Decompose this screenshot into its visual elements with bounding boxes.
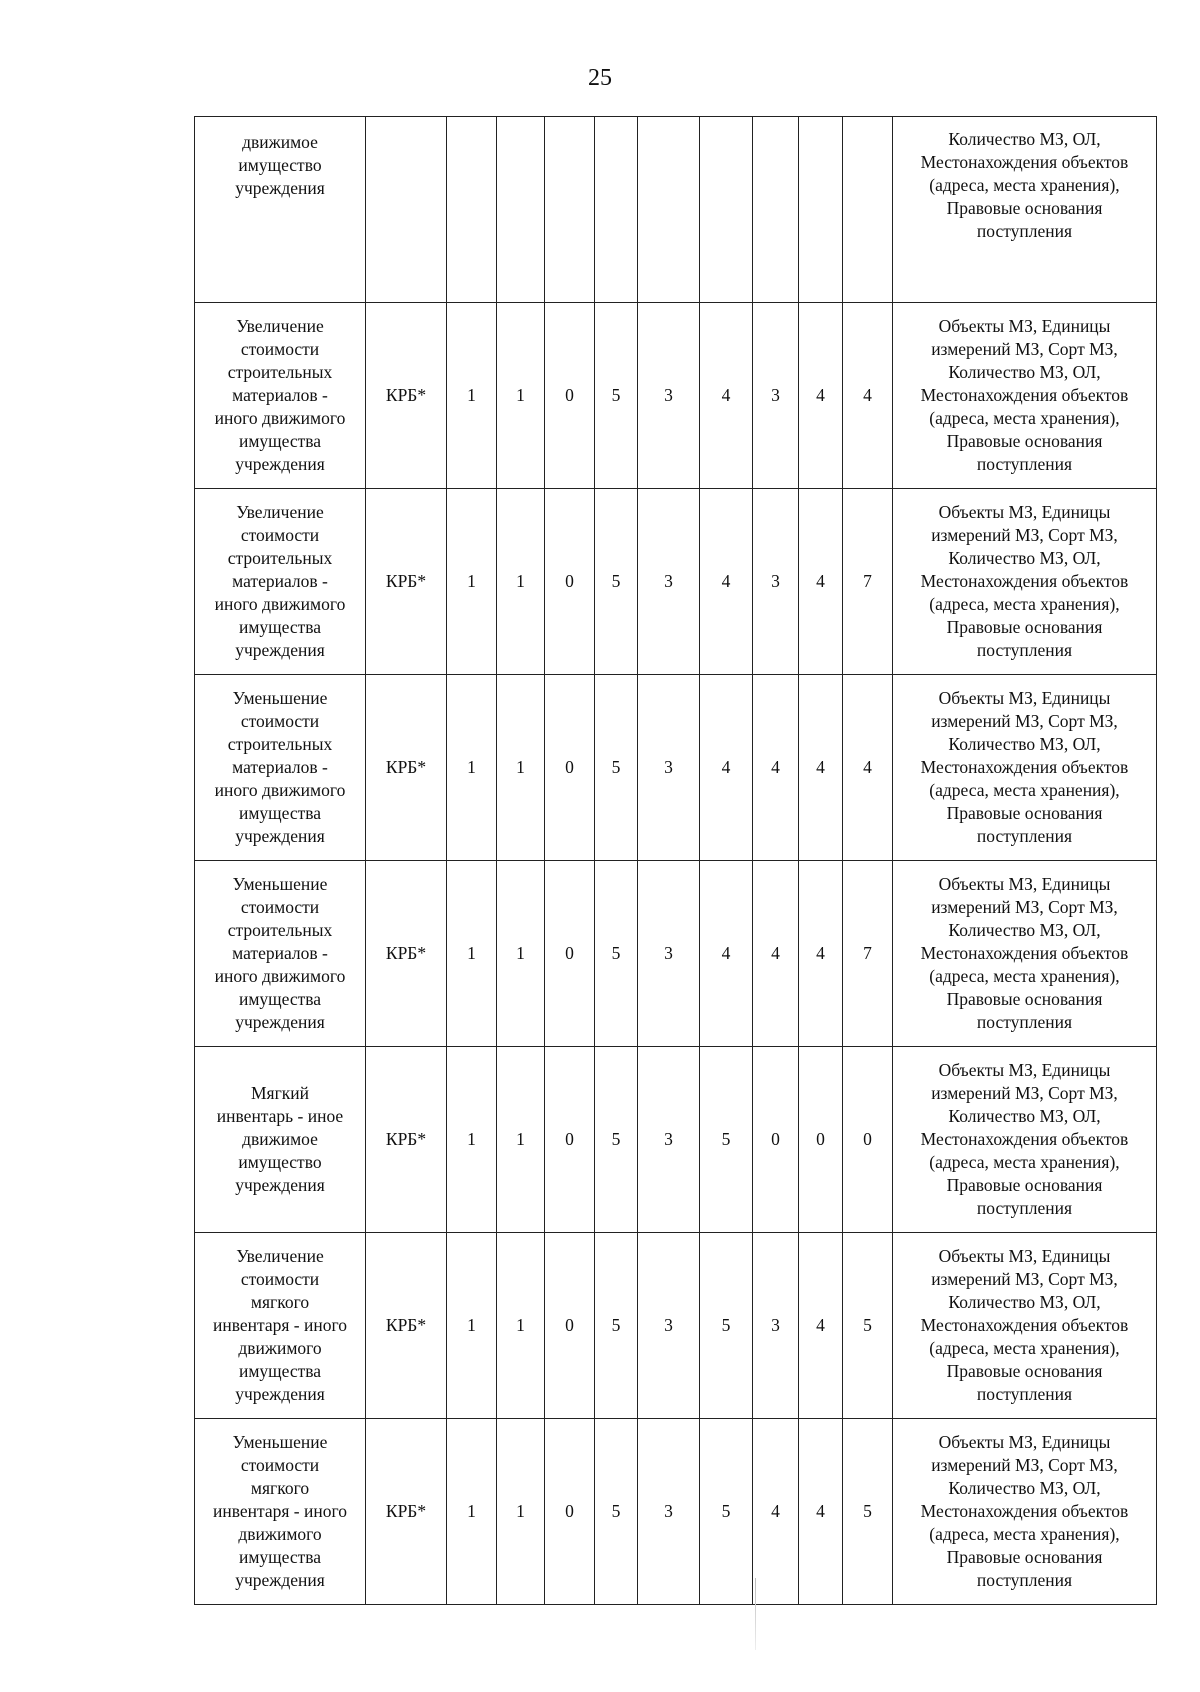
attribute-line: Объекты МЗ, Единицы — [938, 1246, 1111, 1266]
attribute-line: Количество МЗ, ОЛ, — [948, 1478, 1101, 1498]
digit-cell: 5 — [700, 1419, 753, 1605]
digit-cell: 3 — [638, 1419, 700, 1605]
item-name-cell — [195, 861, 366, 1047]
digit-cell: 3 — [638, 675, 700, 861]
digit-cell: 0 — [545, 675, 595, 861]
table-row — [195, 1047, 1157, 1233]
digit-cell: 5 — [843, 1419, 893, 1605]
digit-cell: 1 — [497, 303, 545, 489]
attribute-line: (адреса, места хранения), — [929, 780, 1120, 800]
digit-cell: 3 — [753, 489, 799, 675]
item-name: Уменьшение стоимости мягкого инвентаря - иного движимого имущества учреждения — [212, 1432, 347, 1590]
digit-cell: 4 — [799, 1233, 843, 1419]
digit-cell: 1 — [497, 1047, 545, 1233]
attribute-line: Местонахождения объектов — [920, 571, 1129, 591]
item-name-cell — [195, 303, 366, 489]
table-row — [195, 1233, 1157, 1419]
digit-cell: 5 — [700, 1047, 753, 1233]
attribute-line: Правовые основания — [946, 989, 1103, 1009]
attribute-line: (адреса, места хранения), — [929, 1338, 1120, 1358]
attribute-line: Количество МЗ, ОЛ, — [948, 1292, 1101, 1312]
page-number: 25 — [588, 65, 612, 91]
digit-cell: 0 — [545, 1419, 595, 1605]
digit-cell: 0 — [545, 489, 595, 675]
digit-cell — [843, 117, 893, 303]
digit-cell: 1 — [447, 1047, 497, 1233]
attribute-line: Местонахождения объектов — [920, 943, 1129, 963]
digit-cell: 4 — [753, 1419, 799, 1605]
digit-cell: 1 — [447, 1233, 497, 1419]
code-cell: КРБ* — [366, 675, 447, 861]
item-name-cell — [195, 1233, 366, 1419]
digit-cell: 3 — [638, 303, 700, 489]
digit-cell: 7 — [843, 861, 893, 1047]
attribute-line: поступления — [976, 454, 1073, 474]
attribute-line: измерений МЗ, Сорт МЗ, — [931, 711, 1118, 731]
attribute-line: Местонахождения объектов — [920, 152, 1129, 172]
attribute-line: Местонахождения объектов — [920, 385, 1129, 405]
digit-cell: 1 — [447, 303, 497, 489]
digit-cell: 4 — [799, 675, 843, 861]
item-name-cell — [195, 1047, 366, 1233]
attribute-line: (адреса, места хранения), — [929, 408, 1120, 428]
item-name: Увеличение стоимости мягкого инвентаря - иного движимого имущества учреждения — [212, 1246, 347, 1404]
digit-cell: 5 — [595, 1419, 638, 1605]
attribute-line: (адреса, места хранения), — [929, 175, 1120, 195]
item-name: Увеличение стоимости строительных материалов - иного движимого имущества учреждения — [214, 316, 346, 474]
attribute-line: (адреса, места хранения), — [929, 1152, 1120, 1172]
attribute-line: поступления — [976, 1012, 1073, 1032]
digit-cell: 1 — [447, 861, 497, 1047]
analytics-attributes-cell — [893, 1233, 1157, 1419]
attribute-line: Правовые основания — [946, 1175, 1103, 1195]
attribute-line: поступления — [976, 826, 1073, 846]
digit-cell: 3 — [753, 303, 799, 489]
attribute-line: измерений МЗ, Сорт МЗ, — [931, 1083, 1118, 1103]
attribute-line: Правовые основания — [946, 1547, 1103, 1567]
digit-cell: 5 — [700, 1233, 753, 1419]
attribute-line: Правовые основания — [946, 617, 1103, 637]
digit-cell: 3 — [638, 1233, 700, 1419]
digit-cell: 1 — [447, 489, 497, 675]
attribute-line: измерений МЗ, Сорт МЗ, — [931, 1455, 1118, 1475]
code-cell: КРБ* — [366, 303, 447, 489]
digit-cell: 0 — [545, 1047, 595, 1233]
digit-cell: 5 — [595, 1047, 638, 1233]
digit-cell — [497, 117, 545, 303]
analytics-attributes-cell — [893, 861, 1157, 1047]
digit-cell: 4 — [700, 489, 753, 675]
digit-cell: 3 — [638, 861, 700, 1047]
attribute-line: Правовые основания — [946, 198, 1103, 218]
attribute-line: (адреса, места хранения), — [929, 594, 1120, 614]
attribute-line: Правовые основания — [946, 1361, 1103, 1381]
table-row — [195, 489, 1157, 675]
attribute-line: Количество МЗ, ОЛ, — [948, 362, 1101, 382]
digit-cell: 4 — [753, 861, 799, 1047]
digit-cell — [595, 117, 638, 303]
attribute-line: измерений МЗ, Сорт МЗ, — [931, 525, 1118, 545]
digit-cell: 5 — [595, 489, 638, 675]
digit-cell: 5 — [595, 303, 638, 489]
digit-cell — [753, 117, 799, 303]
code-cell: КРБ* — [366, 489, 447, 675]
attribute-line: измерений МЗ, Сорт МЗ, — [931, 1269, 1118, 1289]
table-row — [195, 117, 1157, 303]
code-cell: КРБ* — [366, 1047, 447, 1233]
digit-cell: 5 — [595, 861, 638, 1047]
digit-cell: 5 — [595, 1233, 638, 1419]
digit-cell: 3 — [638, 1047, 700, 1233]
attribute-line: измерений МЗ, Сорт МЗ, — [931, 339, 1118, 359]
item-name: движимое имущество учреждения — [235, 132, 325, 198]
analytics-attributes-cell — [893, 489, 1157, 675]
attribute-line: Количество МЗ, ОЛ, — [948, 129, 1101, 149]
digit-cell: 0 — [545, 1233, 595, 1419]
digit-cell: 1 — [447, 675, 497, 861]
digit-cell — [799, 117, 843, 303]
digit-cell: 1 — [497, 1419, 545, 1605]
digit-cell: 4 — [799, 489, 843, 675]
digit-cell: 4 — [700, 675, 753, 861]
digit-cell: 4 — [799, 303, 843, 489]
digit-cell — [638, 117, 700, 303]
table-row — [195, 1419, 1157, 1605]
digit-cell: 4 — [799, 1419, 843, 1605]
attribute-line: Местонахождения объектов — [920, 1501, 1129, 1521]
attribute-line: Местонахождения объектов — [920, 1129, 1129, 1149]
code-cell: КРБ* — [366, 1233, 447, 1419]
code-cell: КРБ* — [366, 861, 447, 1047]
attribute-line: Количество МЗ, ОЛ, — [948, 920, 1101, 940]
digit-cell — [447, 117, 497, 303]
scan-artifact-line — [755, 1578, 756, 1650]
digit-cell: 0 — [545, 861, 595, 1047]
attribute-line: (адреса, места хранения), — [929, 966, 1120, 986]
analytics-attributes-cell — [893, 675, 1157, 861]
analytics-attributes-cell — [893, 1419, 1157, 1605]
attribute-line: (адреса, места хранения), — [929, 1524, 1120, 1544]
digit-cell: 5 — [595, 675, 638, 861]
digit-cell: 4 — [843, 675, 893, 861]
attribute-line: Объекты МЗ, Единицы — [938, 688, 1111, 708]
digit-cell: 1 — [497, 1233, 545, 1419]
table-row — [195, 861, 1157, 1047]
analytics-attributes-cell — [893, 303, 1157, 489]
attribute-line: Правовые основания — [946, 431, 1103, 451]
digit-cell: 1 — [497, 861, 545, 1047]
code-cell: КРБ* — [366, 1419, 447, 1605]
digit-cell: 7 — [843, 489, 893, 675]
digit-cell: 3 — [638, 489, 700, 675]
digit-cell: 1 — [497, 489, 545, 675]
attribute-line: Местонахождения объектов — [920, 1315, 1129, 1335]
digit-cell — [545, 117, 595, 303]
digit-cell: 0 — [799, 1047, 843, 1233]
attribute-line: Количество МЗ, ОЛ, — [948, 548, 1101, 568]
analytics-attributes-cell — [893, 117, 1157, 303]
digit-cell: 4 — [700, 303, 753, 489]
attribute-line: поступления — [976, 1384, 1073, 1404]
digit-cell: 1 — [447, 1419, 497, 1605]
digit-cell: 4 — [843, 303, 893, 489]
table-row — [195, 303, 1157, 489]
attribute-line: поступления — [976, 640, 1073, 660]
accounts-table — [194, 116, 1157, 1605]
digit-cell: 4 — [700, 861, 753, 1047]
digit-cell: 0 — [545, 303, 595, 489]
attribute-line: поступления — [976, 221, 1073, 241]
attribute-line: поступления — [976, 1198, 1073, 1218]
table-body — [195, 117, 1157, 1605]
digit-cell: 5 — [843, 1233, 893, 1419]
attribute-line: Правовые основания — [946, 803, 1103, 823]
digit-cell: 4 — [799, 861, 843, 1047]
item-name-cell — [195, 675, 366, 861]
item-name: Уменьшение стоимости строительных материалов - иного движимого имущества учреждения — [214, 874, 346, 1032]
digit-cell: 0 — [843, 1047, 893, 1233]
code-cell — [366, 117, 447, 303]
attribute-line: Объекты МЗ, Единицы — [938, 1060, 1111, 1080]
digit-cell: 1 — [497, 675, 545, 861]
attribute-line: Объекты МЗ, Единицы — [938, 1432, 1111, 1452]
attribute-line: измерений МЗ, Сорт МЗ, — [931, 897, 1118, 917]
item-name-cell — [195, 1419, 366, 1605]
digit-cell — [700, 117, 753, 303]
item-name: Уменьшение стоимости строительных материалов - иного движимого имущества учреждения — [214, 688, 346, 846]
digit-cell: 0 — [753, 1047, 799, 1233]
digit-cell: 4 — [753, 675, 799, 861]
attribute-line: Местонахождения объектов — [920, 757, 1129, 777]
attribute-line: Объекты МЗ, Единицы — [938, 316, 1111, 336]
table-row — [195, 675, 1157, 861]
attribute-line: Количество МЗ, ОЛ, — [948, 734, 1101, 754]
attribute-line: Объекты МЗ, Единицы — [938, 874, 1111, 894]
attribute-line: Объекты МЗ, Единицы — [938, 502, 1111, 522]
item-name-cell — [195, 489, 366, 675]
item-name-cell — [195, 117, 366, 303]
item-name: Мягкий инвентарь - иное движимое имущество учреждения — [216, 1083, 344, 1195]
analytics-attributes-cell — [893, 1047, 1157, 1233]
attribute-line: Количество МЗ, ОЛ, — [948, 1106, 1101, 1126]
digit-cell: 3 — [753, 1233, 799, 1419]
item-name: Увеличение стоимости строительных материалов - иного движимого имущества учреждения — [214, 502, 346, 660]
attribute-line: поступления — [976, 1570, 1073, 1590]
